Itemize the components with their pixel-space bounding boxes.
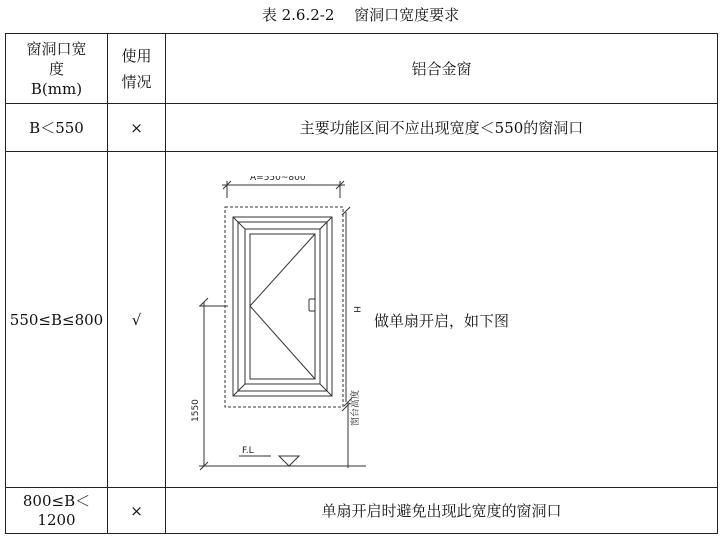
row-width-value bbox=[6, 488, 108, 534]
header-b-line3: B(mm) bbox=[30, 79, 83, 98]
frame-miter bbox=[320, 384, 332, 396]
window-handle bbox=[309, 299, 315, 311]
window-frame-outer bbox=[233, 217, 332, 396]
sill-height-label: 窗台高度 bbox=[351, 389, 361, 426]
header-b-line2: 度 bbox=[48, 59, 64, 78]
table-caption: 表 2.6.2-2 窗洞口宽度要求 bbox=[261, 6, 460, 24]
window-width-table bbox=[5, 33, 718, 534]
row-width-value: 550≤B≤800 bbox=[6, 152, 108, 488]
height-label: H bbox=[351, 306, 361, 313]
row-usage-mark: √ bbox=[108, 152, 166, 488]
table-row bbox=[6, 152, 718, 488]
window-sash-inner bbox=[250, 234, 315, 379]
header-use-line1: 使用 bbox=[121, 46, 152, 65]
floor-level-marker bbox=[279, 456, 299, 466]
sill-label: 1550 bbox=[191, 399, 201, 422]
width-label: A=550~800 bbox=[250, 176, 306, 183]
row-description: 主要功能区间不应出现宽度＜550的窗洞口 bbox=[166, 104, 718, 152]
header-row bbox=[6, 34, 718, 104]
opening-dashed-outline bbox=[225, 207, 343, 407]
window-elevation-figure bbox=[166, 176, 712, 486]
floor-label: F.L bbox=[242, 446, 254, 456]
window-frame-inner bbox=[238, 222, 327, 391]
row-figure-cell bbox=[166, 152, 718, 488]
row-usage-mark: × bbox=[108, 488, 166, 534]
header-b-line1: 窗洞口宽 bbox=[26, 39, 87, 58]
row-width-line2: 1200 bbox=[37, 510, 76, 529]
frame-miter bbox=[233, 217, 245, 229]
opening-direction-line bbox=[250, 234, 315, 306]
frame-miter bbox=[233, 384, 245, 396]
window-elevation-drawing bbox=[166, 176, 712, 486]
row-width-line1: 800≤B＜ bbox=[22, 491, 91, 510]
opening-direction-line bbox=[250, 306, 315, 379]
header-use-line2: 情况 bbox=[121, 72, 152, 91]
header-opening-width bbox=[6, 34, 108, 104]
frame-miter bbox=[320, 217, 332, 229]
table-row bbox=[6, 104, 718, 152]
row-description: 单扇开启时避免出现此宽度的窗洞口 bbox=[166, 488, 718, 534]
row-description: 做单扇开启，如下图 bbox=[373, 312, 509, 330]
row-usage-mark: × bbox=[108, 104, 166, 152]
header-window-type: 铝合金窗 bbox=[166, 34, 718, 104]
table-row bbox=[6, 488, 718, 534]
row-width-value: B＜550 bbox=[6, 104, 108, 152]
header-usage bbox=[108, 34, 166, 104]
